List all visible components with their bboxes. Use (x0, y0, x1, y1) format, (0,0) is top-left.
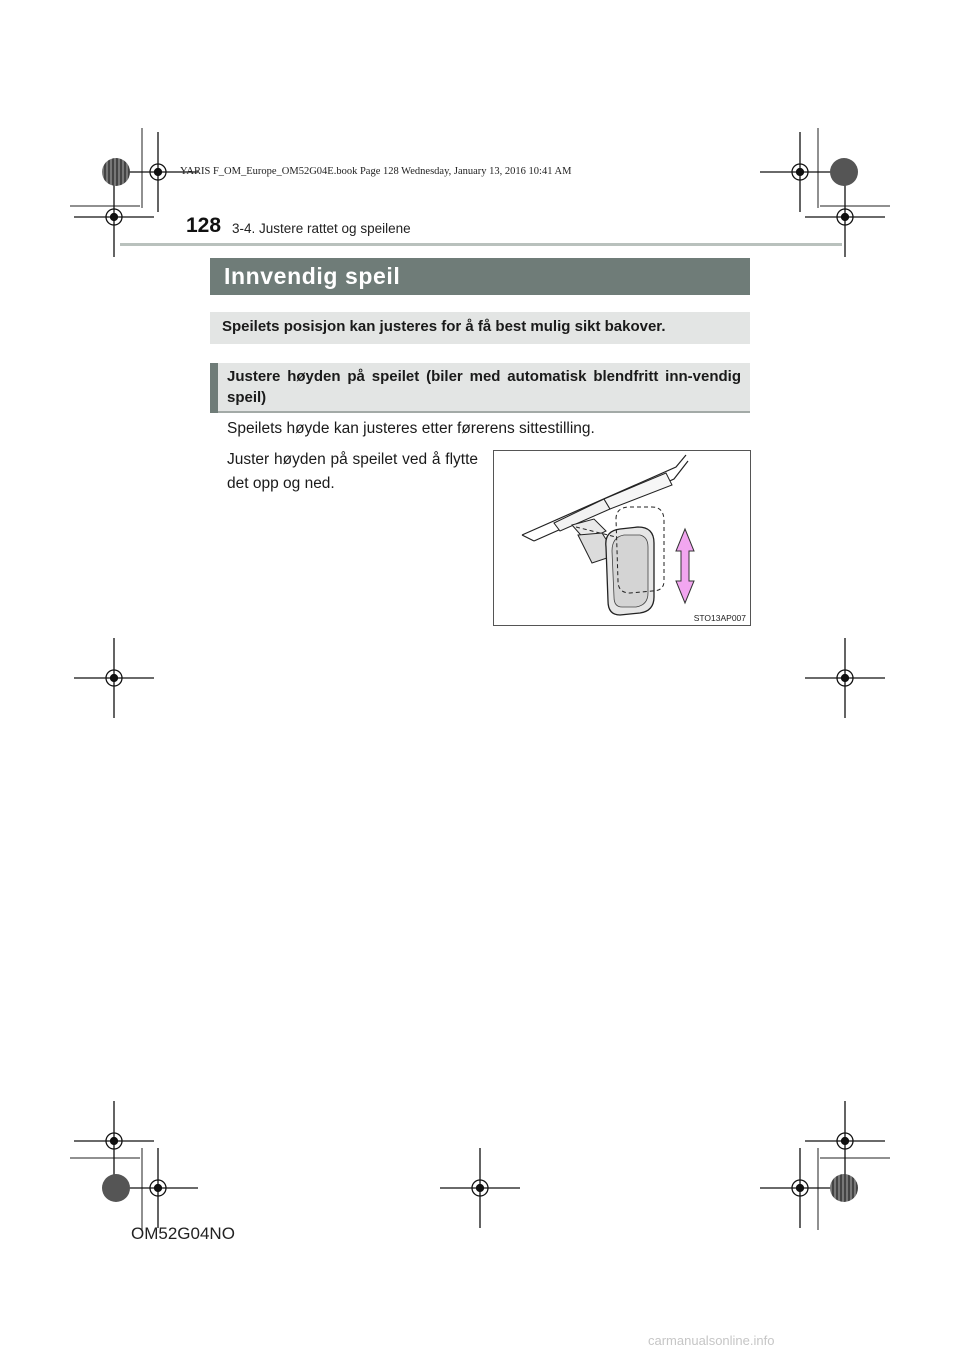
book-info-line: YARIS F_OM_Europe_OM52G04E.book Page 128 Wednesday, January 13, 2016 10:41 AM (180, 166, 572, 177)
subsection-accent-bar (210, 363, 218, 413)
subsection-heading: Justere høyden på speilet (biler med automatisk blendfritt inn-vendig speil) (227, 368, 741, 406)
body-paragraph-2: Juster høyden på speilet ved å flytte det opp og ned. (227, 451, 478, 492)
section-title: 3-4. Justere rattet og speilene (232, 221, 411, 236)
crosshair-marks (74, 132, 885, 1228)
up-down-arrow-icon (676, 529, 694, 603)
intro-text: Speilets posisjon kan justeres for å få best mulig sikt bakover. (222, 318, 666, 335)
crosshair-icon (805, 638, 885, 718)
crosshair-icon (760, 1148, 840, 1228)
starburst-icon (102, 158, 130, 186)
starburst-icon (830, 1174, 858, 1202)
mirror-figure (493, 450, 751, 626)
title-bar (210, 258, 750, 295)
crosshair-icon (74, 638, 154, 718)
starburst-icon (102, 1174, 130, 1202)
subsection-box (210, 363, 750, 413)
header-rule (120, 243, 842, 246)
rearview-mirror-adjust-illustration (494, 451, 750, 625)
document-code: OM52G04NO (131, 1224, 235, 1243)
crosshair-icon (760, 132, 840, 212)
page-title: Innvendig speil (224, 263, 401, 289)
body-paragraph-1: Speilets høyde kan justeres etter førerens sittestilling. (227, 420, 595, 437)
starburst-icon (830, 158, 858, 186)
page-number: 128 (186, 214, 222, 237)
intro-box (210, 312, 750, 344)
figure-code: STO13AP007 (693, 613, 746, 623)
crosshair-icon (440, 1148, 520, 1228)
crosshair-icon (805, 1101, 885, 1181)
watermark: carmanualsonline.info (648, 1333, 775, 1348)
